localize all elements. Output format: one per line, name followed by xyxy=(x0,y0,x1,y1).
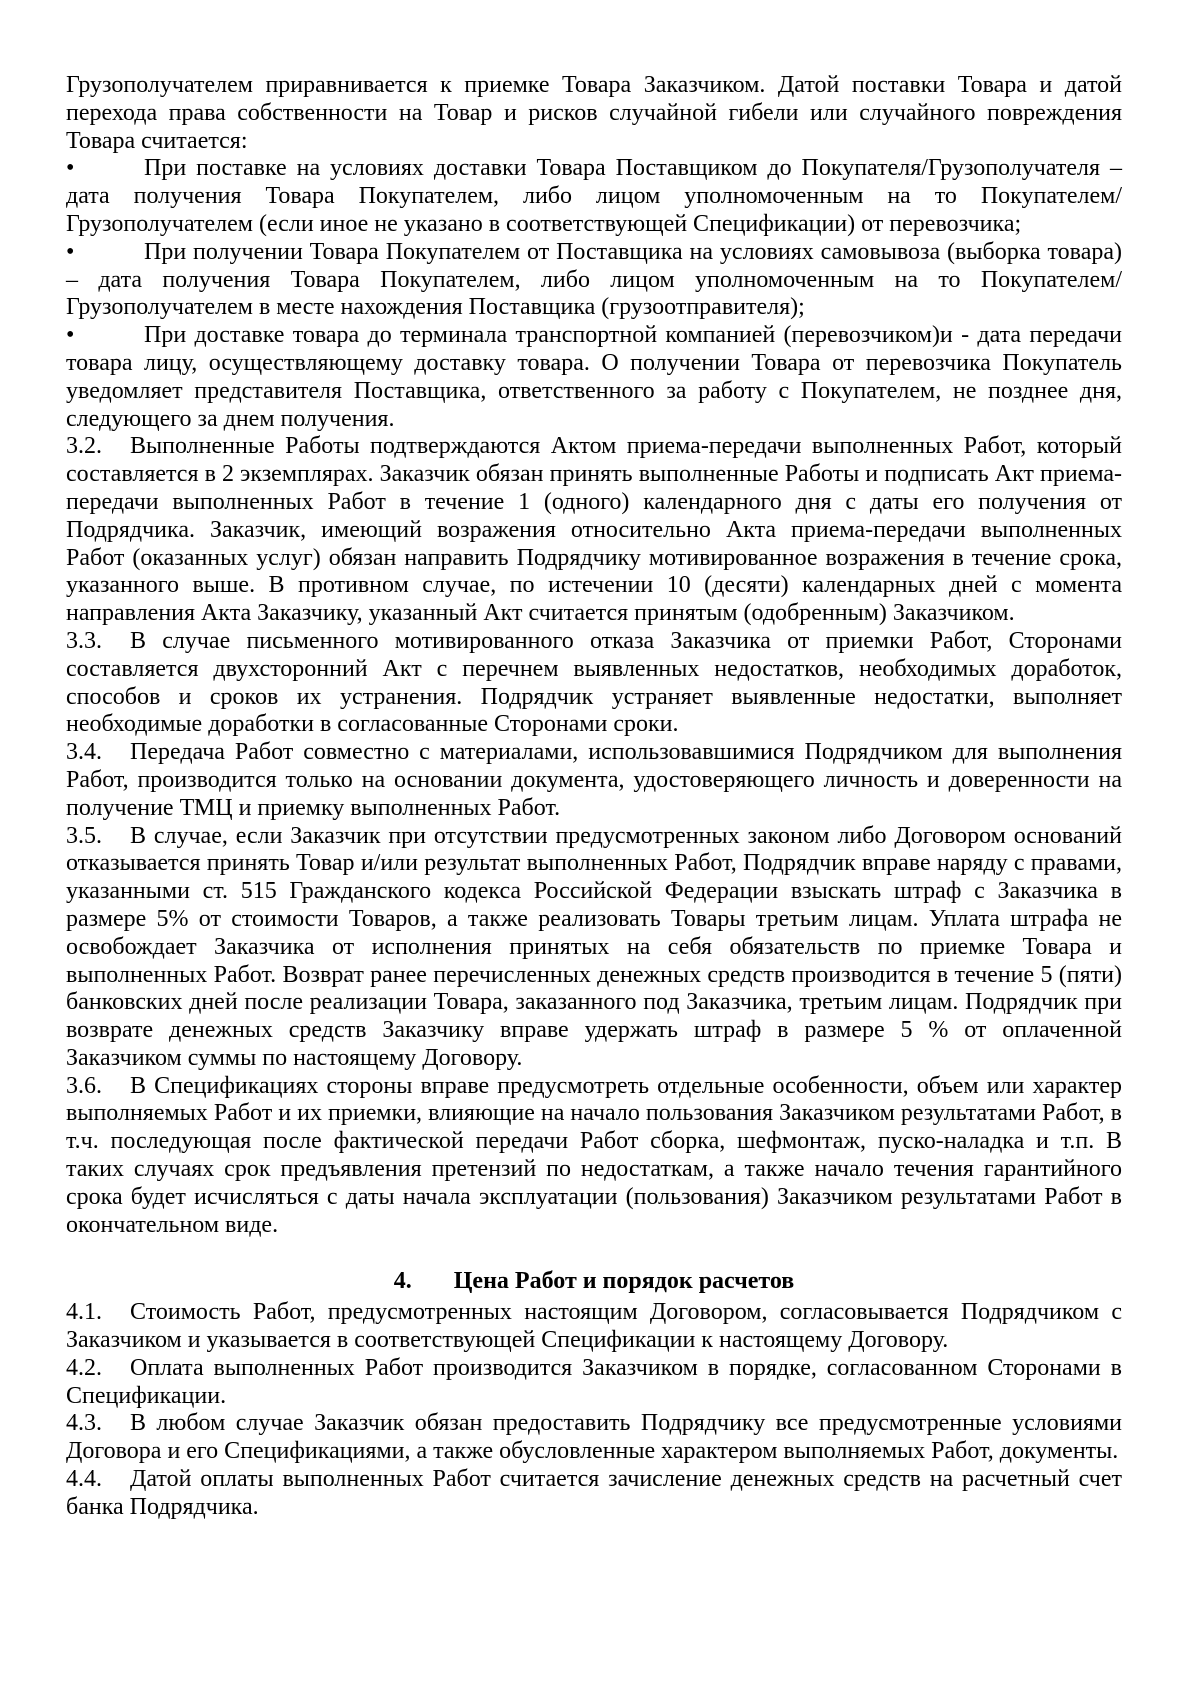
clause-text: Оплата выполненных Работ производится Заказчиком в порядке, согласованном Сторонами в Спецификации. xyxy=(66,1354,1122,1409)
bullet-item-delivery-to-terminal xyxy=(66,322,1122,433)
clause-text: В случае письменного мотивированного отказа Заказчика от приемки Работ, Сторонами составляется двухсторонний Акт с перечнем выявленных недостатков, необходимых доработок, способов и сроков их устранения. Подрядчик устраняет выявленные недостатки, выполняет необходимые доработки в согласованные Сторонами сроки. xyxy=(66,627,1122,738)
clause-number: 4.1. xyxy=(66,1299,102,1326)
clause-text: Передача Работ совместно с материалами, использовавшимися Подрядчиком для выполнения Работ, производится только на основании документа, удостоверяющего личность и доверенности на получение ТМЦ и приемку выполненных Работ. xyxy=(66,739,1122,821)
bullet-item-pickup-by-buyer xyxy=(66,239,1122,322)
bullet-icon: • xyxy=(66,322,75,349)
clause-3-6 xyxy=(66,1073,1122,1240)
clause-3-2 xyxy=(66,433,1122,628)
bullet-item-delivery-by-supplier xyxy=(66,155,1122,238)
clause-number: 3.2. xyxy=(66,433,102,460)
section-heading-number: 4. xyxy=(393,1268,412,1295)
clause-text: Выполненные Работы подтверждаются Актом приема-передачи выполненных Работ, который составляется в 2 экземплярах. Заказчик обязан принять выполненные Работы и подписать Акт приема-передачи выполненных Работ в течение 1 (одного) календарного дня с даты его получения от Подрядчика. Заказчик, имеющий возражения относительно Акта приема-передачи выполненных Работ (оказанных услуг) обязан направить Подрядчику мотивированное возражения в течение срока, указанного выше. В противном случае, по истечении 10 (десяти) календарных дней с момента направления Акта Заказчику, указанный Акт считается принятым (одобренным) Заказчиком. xyxy=(66,433,1122,627)
clause-text: Стоимость Работ, предусмотренных настоящим Договором, согласовывается Подрядчиком с Заказчиком и указывается в соответствующей Спецификации к настоящему Договору. xyxy=(66,1299,1122,1354)
clause-4-3 xyxy=(66,1410,1122,1466)
clause-3-5 xyxy=(66,823,1122,1073)
clause-number: 3.3. xyxy=(66,627,102,654)
clause-4-4 xyxy=(66,1466,1122,1522)
bullet-text: При получении Товара Покупателем от Поставщика на условиях самовывоза (выборка товара) – дата получения Товара Покупателем, либо лицом уполномоченным на то Покупателем/Грузополучателем в месте нахождения Поставщика (грузоотправителя); xyxy=(66,238,1122,321)
clause-text: В Спецификациях стороны вправе предусмотреть отдельные особенности, объем или характер выполняемых Работ и их приемки, влияющие на начало пользования Заказчиком результатами Работ, в т.ч. последующая после фактической передачи Работ сборка, шефмонтаж, пуско-наладка и т.п. В таких случаях срок предъявления претензий по недостаткам, а также начало течения гарантийного срока будет исчисляться с даты начала эксплуатации (пользования) Заказчиком результатами Работ в окончательном виде. xyxy=(66,1072,1122,1238)
clause-4-2 xyxy=(66,1355,1122,1411)
bullet-icon: • xyxy=(66,238,75,265)
clause-number: 4.4. xyxy=(66,1466,102,1493)
section-heading-title: Цена Работ и порядок расчетов xyxy=(453,1268,795,1295)
clause-3-3 xyxy=(66,628,1122,739)
clause-4-1 xyxy=(66,1299,1122,1355)
clause-text: Датой оплаты выполненных Работ считается зачисление денежных средств на расчетный счет банка Подрядчика. xyxy=(66,1466,1122,1520)
clause-number: 4.3. xyxy=(66,1410,102,1437)
clause-number: 3.5. xyxy=(66,822,102,849)
bullet-text: При поставке на условиях доставки Товара Поставщиком до Покупателя/Грузополучателя – дата получения Товара Покупателем, либо лицом уполномоченным на то Покупателем/Грузополучателем (если иное не указано в соответствующей Спецификации) от перевозчика; xyxy=(66,155,1122,237)
clause-number: 4.2. xyxy=(66,1354,102,1381)
bullet-icon: • xyxy=(66,155,75,182)
bullet-text: При доставке товара до терминала транспортной компанией (перевозчиком)и - дата передачи товара лицу, осуществляющему доставку товара. О получении Товара от перевозчика Покупатель уведомляет представителя Поставщика, ответственного за работу с Покупателем, не позднее дня, следующего за днем получения. xyxy=(66,322,1122,432)
clause-3-4 xyxy=(66,739,1122,822)
clause-number: 3.6. xyxy=(66,1072,102,1099)
clause-text: В случае, если Заказчик при отсутствии предусмотренных законом либо Договором оснований отказывается принять Товар и/или результат выполненных Работ, Подрядчик вправе наряду с правами, указанными ст. 515 Гражданского кодекса Российской Федерации взыскать штраф с Заказчика в размере 5% от стоимости Товаров, а также реализовать Товары третьим лицам. Уплата штрафа не освобождает Заказчика от исполнения принятых на себя обязательств по приемке Товара и выполненных Работ. Возврат ранее перечисленных денежных средств производится в течение 5 (пяти) банковских дней после реализации Товара, заказанного под Заказчика, третьим лицам. Подрядчик при возврате денежных средств Заказчику вправе удержать штраф в размере 5 % от оплаченной Заказчиком суммы по настоящему Договору. xyxy=(66,822,1122,1071)
clause-text: В любом случае Заказчик обязан предоставить Подрядчику все предусмотренные условиями Договора и его Спецификациями, а также обусловленные характером выполняемых Работ, документы. xyxy=(66,1410,1122,1465)
clause-number: 3.4. xyxy=(66,739,102,766)
section-4-heading xyxy=(66,1268,1122,1296)
intro-paragraph: Грузополучателем приравнивается к приемке Товара Заказчиком. Датой поставки Товара и датой перехода права собственности на Товар и рисков случайной гибели или случайного повреждения Товара считается: xyxy=(66,72,1122,154)
delivery-date-bullet-list xyxy=(66,155,1122,433)
